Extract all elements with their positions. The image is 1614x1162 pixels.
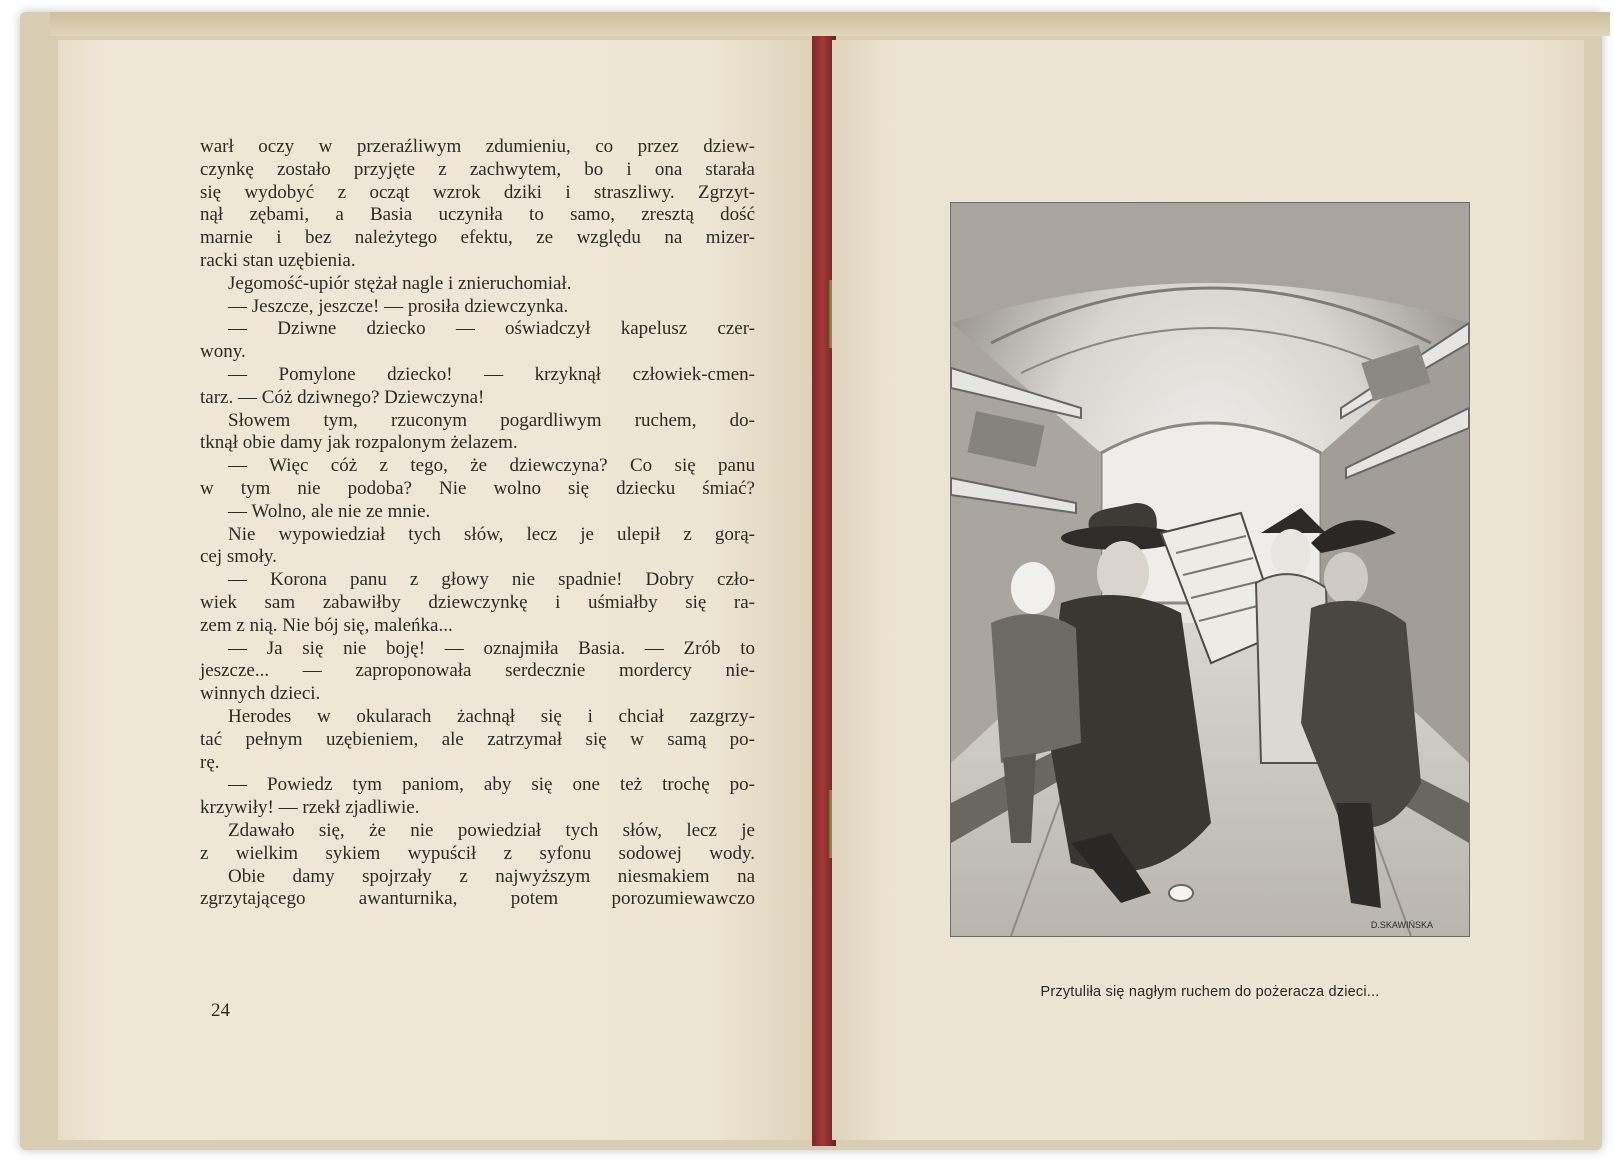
text-line: — Jeszcze, jeszcze! — prosiła dziewczynka.	[228, 295, 569, 317]
text-line: — Wolno, ale nie ze mnie.	[228, 500, 431, 522]
page-text	[200, 136, 755, 911]
text-line: Obie damy spojrzały z najwyższym niesmakiem na	[228, 865, 755, 887]
text-line: jeszcze... — zaproponowała serdecznie mordercy nie-	[200, 660, 755, 682]
right-page	[832, 40, 1584, 1140]
text-line: warł oczy w przeraźliwym zdumieniu, co przez dziew-	[200, 136, 755, 157]
text-line: Nie wypowiedział tych słów, lecz je ulepił z gorą-	[228, 523, 755, 545]
text-line: — Pomylone dziecko! — krzyknął człowiek-cmen-	[228, 363, 755, 385]
text-line: Herodes w okularach żachnął się i chciał zazgrzy-	[228, 705, 755, 727]
text-line: tać pełnym uzębieniem, ale zatrzymał się w samą po-	[200, 728, 755, 750]
illustration-signature: D.SKAWIŃSKA	[1370, 920, 1433, 930]
text-line: Zdawało się, że nie powiedział tych słów, lecz je	[228, 819, 755, 841]
text-line: cej smoły.	[200, 546, 277, 568]
open-book	[20, 12, 1602, 1150]
page-number: 24	[211, 1000, 230, 1021]
text-line: — Dziwne dziecko — oświadczył kapelusz czer-	[228, 318, 755, 340]
text-line: w tym nie podoba? Nie wolno się dziecku śmiać?	[200, 477, 755, 499]
text-line: zgrzytającego awanturnika, potem porozumiewawczo	[200, 888, 755, 910]
text-line: czynkę zostało przyjęte z zachwytem, bo i ona starała	[200, 158, 755, 180]
text-line: Jegomość-upiór stężał nagle i znieruchomiał.	[228, 272, 572, 294]
text-line: zem z nią. Nie bój się, maleńka...	[200, 614, 453, 636]
text-line: racki stan uzębienia.	[200, 249, 356, 271]
text-line: z wielkim sykiem wypuścił z syfonu sodowej wody.	[200, 842, 755, 864]
text-line: nął zębami, a Basia uczyniła to samo, zresztą dość	[200, 204, 755, 226]
text-line: tarz. — Cóż dziwnego? Dziewczyna!	[200, 386, 485, 408]
text-line: wiek sam zabawiłby dziewczynkę i uśmiałby się ra-	[200, 591, 755, 613]
illustration-drawing	[951, 203, 1469, 936]
text-line: — Ja się nie boję! — oznajmiła Basia. — Zrób to	[228, 637, 755, 659]
illustration	[950, 202, 1470, 937]
text-line: krzywiły! — rzekł zjadliwie.	[200, 797, 420, 819]
text-line: — Korona panu z głowy nie spadnie! Dobry czło-	[228, 569, 755, 591]
text-line: wony.	[200, 341, 246, 363]
left-page	[58, 40, 818, 1140]
text-line: marnie i bez należytego efektu, ze względu na mizer-	[200, 227, 755, 249]
illustration-caption: Przytuliła się nagłym ruchem do pożeracza dzieci...	[1040, 984, 1380, 1000]
text-line: rę.	[200, 751, 220, 773]
text-line: tknął obie damy jak rozpalonym żelazem.	[200, 432, 518, 454]
text-line: Słowem tym, rzuconym pogardliwym ruchem, do-	[228, 409, 755, 431]
text-line: — Więc cóż z tego, że dziewczyna? Co się panu	[228, 455, 755, 477]
text-line: winnych dzieci.	[200, 683, 321, 705]
text-line: się wydobyć z ocząt wzrok dziki i straszliwy. Zgrzyt-	[200, 181, 755, 203]
text-line: — Powiedz tym paniom, aby się one też trochę po-	[228, 774, 755, 796]
cover-edge	[50, 12, 1610, 36]
